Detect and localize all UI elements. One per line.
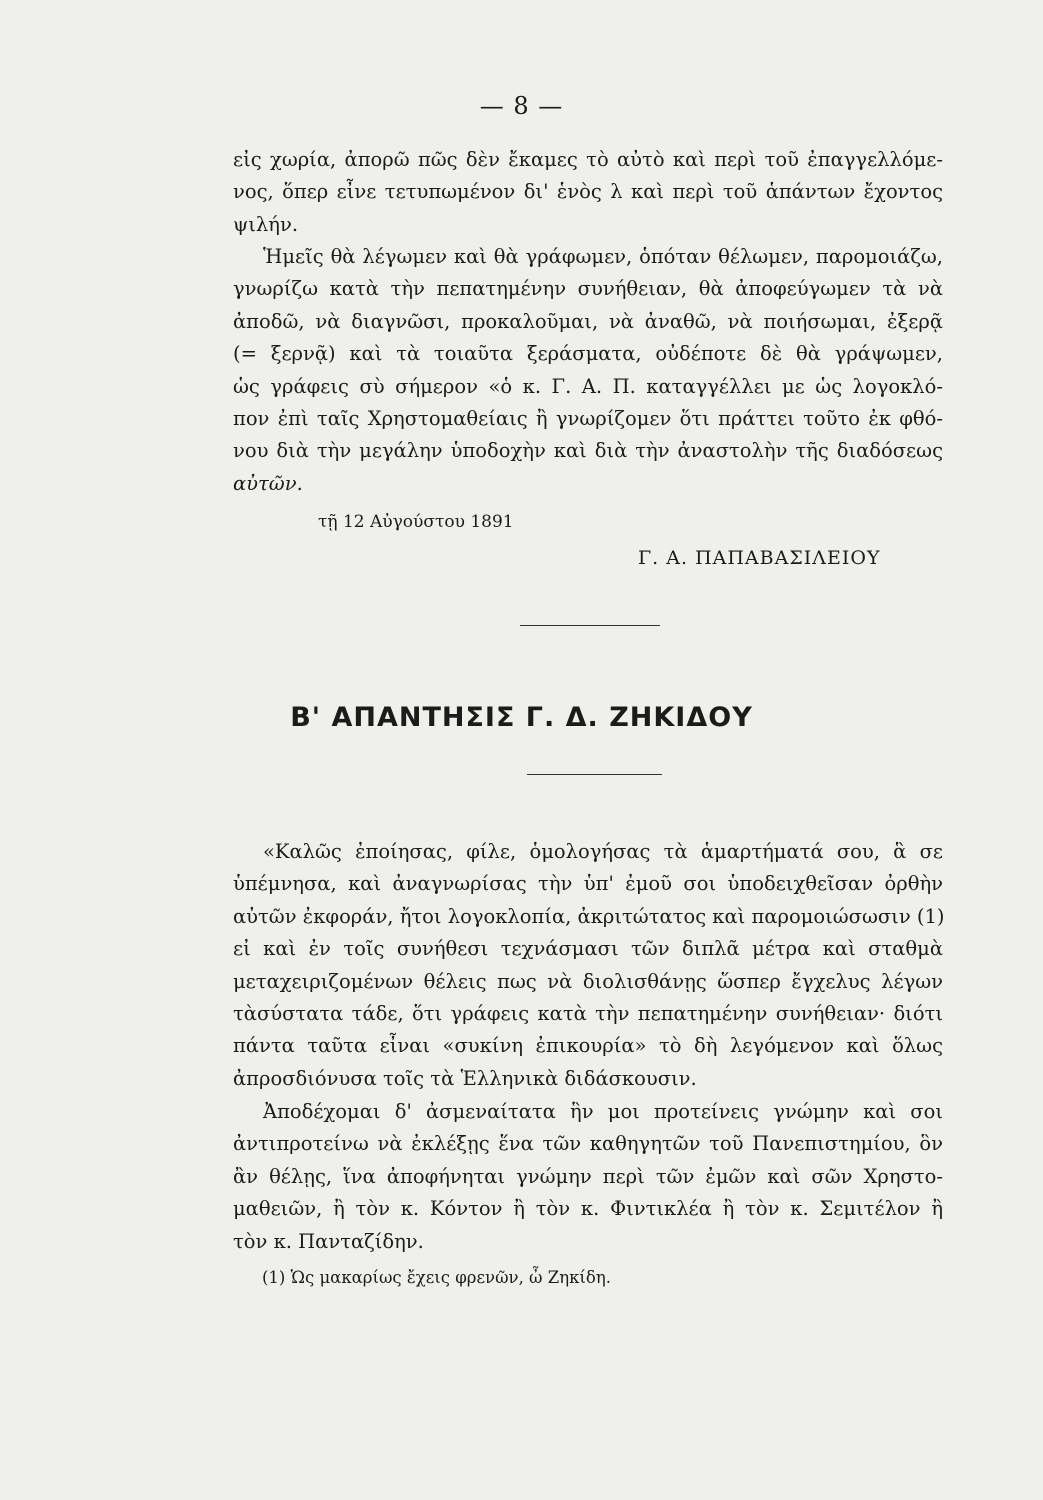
section-title: Β' ΑΠΑΝΤΗΣΙΣ Γ. Δ. ΖΗΚΙΔΟΥ [290, 702, 753, 733]
text-line: ἀντιπροτείνω νὰ ἐκλέξῃς ἕνα τῶν καθηγητῶν τοῦ Πανεπιστημίου, ὃν [233, 1132, 943, 1156]
text-line: ὑπέμνησα, καὶ ἀναγνωρίσας τὴν ὑπ' ἐμοῦ σοι ὑποδειχθεῖσαν ὀρθὴν [233, 872, 943, 896]
text-line: ἀποδῶ, νὰ διαγνῶσι, προκαλοῦμαι, νὰ ἀναθῶ, νὰ ποιήσωμαι, ἐξερᾷ [233, 309, 943, 333]
letter-signature: Γ. Α. ΠΑΠΑΒΑΣΙΛΕΙΟΥ [638, 547, 881, 569]
text-line: γνωρίζω κατὰ τὴν πεπατημένην συνήθειαν, θὰ ἀποφεύγωμεν τὰ νὰ [233, 277, 943, 301]
text-line: (= ξερνᾷ) καὶ τὰ τοιαῦτα ξεράσματα, οὐδέποτε δὲ θὰ γράψωμεν, [233, 342, 943, 366]
text-line: Ἡμεῖς θὰ λέγωμεν καὶ θὰ γράφωμεν, ὁπόταν θέλωμεν, παρομοιάζω, [263, 245, 943, 268]
text-line: μαθειῶν, ἢ τὸν κ. Κόντον ἢ τὸν κ. Φιντικλέα ἢ τὸν κ. Σεμιτέλον ἢ [233, 1197, 943, 1221]
paragraph-1 [233, 144, 943, 241]
text-line: αὐτῶν ἐκφοράν, ἤτοι λογοκλοπία, ἀκριτώτατος καὶ παρομοιώσωσιν (1) [233, 904, 945, 928]
text-line: ἀπροσδιόνυσα τοῖς τὰ Ἑλληνικὰ διδάσκουσιν. [233, 1066, 697, 1090]
text-line: Ἀποδέχομαι δ' ἀσμεναίτατα ἣν μοι προτείνεις γνώμην καὶ σοι [263, 1100, 943, 1123]
title-underline [527, 774, 662, 775]
text-line: ψιλήν. [233, 212, 299, 236]
text-line: τὰσύστατα τάδε, ὅτι γράφεις κατὰ τὴν πεπατημένην συνήθειαν· διότι [233, 1001, 943, 1025]
text-line: «Καλῶς ἐποίησας, φίλε, ὁμολογήσας τὰ ἁμαρτήματά σου, ἃ σε [263, 840, 943, 863]
text-line: μεταχειριζομένων θέλεις πως νὰ διολισθάνῃς ὥσπερ ἔγχελυς λέγων [233, 969, 943, 993]
letter-date: τῇ 12 Αὐγούστου 1891 [318, 512, 514, 532]
text-line: νου διὰ τὴν μεγάλην ὑποδοχὴν καὶ διὰ τὴν ἀναστολὴν τῆς διαδόσεως [233, 439, 943, 463]
paragraph-3 [233, 836, 943, 1095]
section-divider [520, 625, 660, 626]
footnote: (1) Ὡς μακαρίως ἔχεις φρενῶν, ὦ Ζηκίδη. [262, 1268, 611, 1287]
text-line: ὡς γράφεις σὺ σήμερον «ὁ κ. Γ. Α. Π. καταγγέλλει με ὡς λογοκλό- [233, 374, 943, 398]
text-line: πάντα ταῦτα εἶναι «συκίνη ἐπικουρία» τὸ δὴ λεγόμενον καὶ ὅλως [233, 1034, 943, 1058]
page-number: — 8 — [479, 92, 564, 120]
paragraph-4 [233, 1096, 943, 1258]
text-line: τὸν κ. Πανταζίδην. [233, 1229, 424, 1253]
text-line: αὐτῶν. [233, 471, 303, 495]
text-line: ἂν θέλῃς, ἵνα ἀποφήνηται γνώμην περὶ τῶν ἐμῶν καὶ σῶν Χρηστο- [233, 1164, 943, 1188]
paragraph-2 [233, 241, 943, 500]
text-line: εἰς χωρία, ἀπορῶ πῶς δὲν ἔκαμες τὸ αὐτὸ καὶ περὶ τοῦ ἐπαγγελλόμε- [233, 148, 943, 171]
text-line: εἰ καὶ ἐν τοῖς συνήθεσι τεχνάσμασι τῶν διπλᾶ μέτρα καὶ σταθμὰ [233, 937, 943, 961]
text-line: νος, ὅπερ εἶνε τετυπωμένον δι' ἑνὸς λ καὶ περὶ τοῦ ἁπάντων ἔχοντος [233, 180, 943, 204]
text-line: πον ἐπὶ ταῖς Χρηστομαθείαις ἢ γνωρίζομεν ὅτι πράττει τοῦτο ἐκ φθό- [233, 406, 943, 430]
